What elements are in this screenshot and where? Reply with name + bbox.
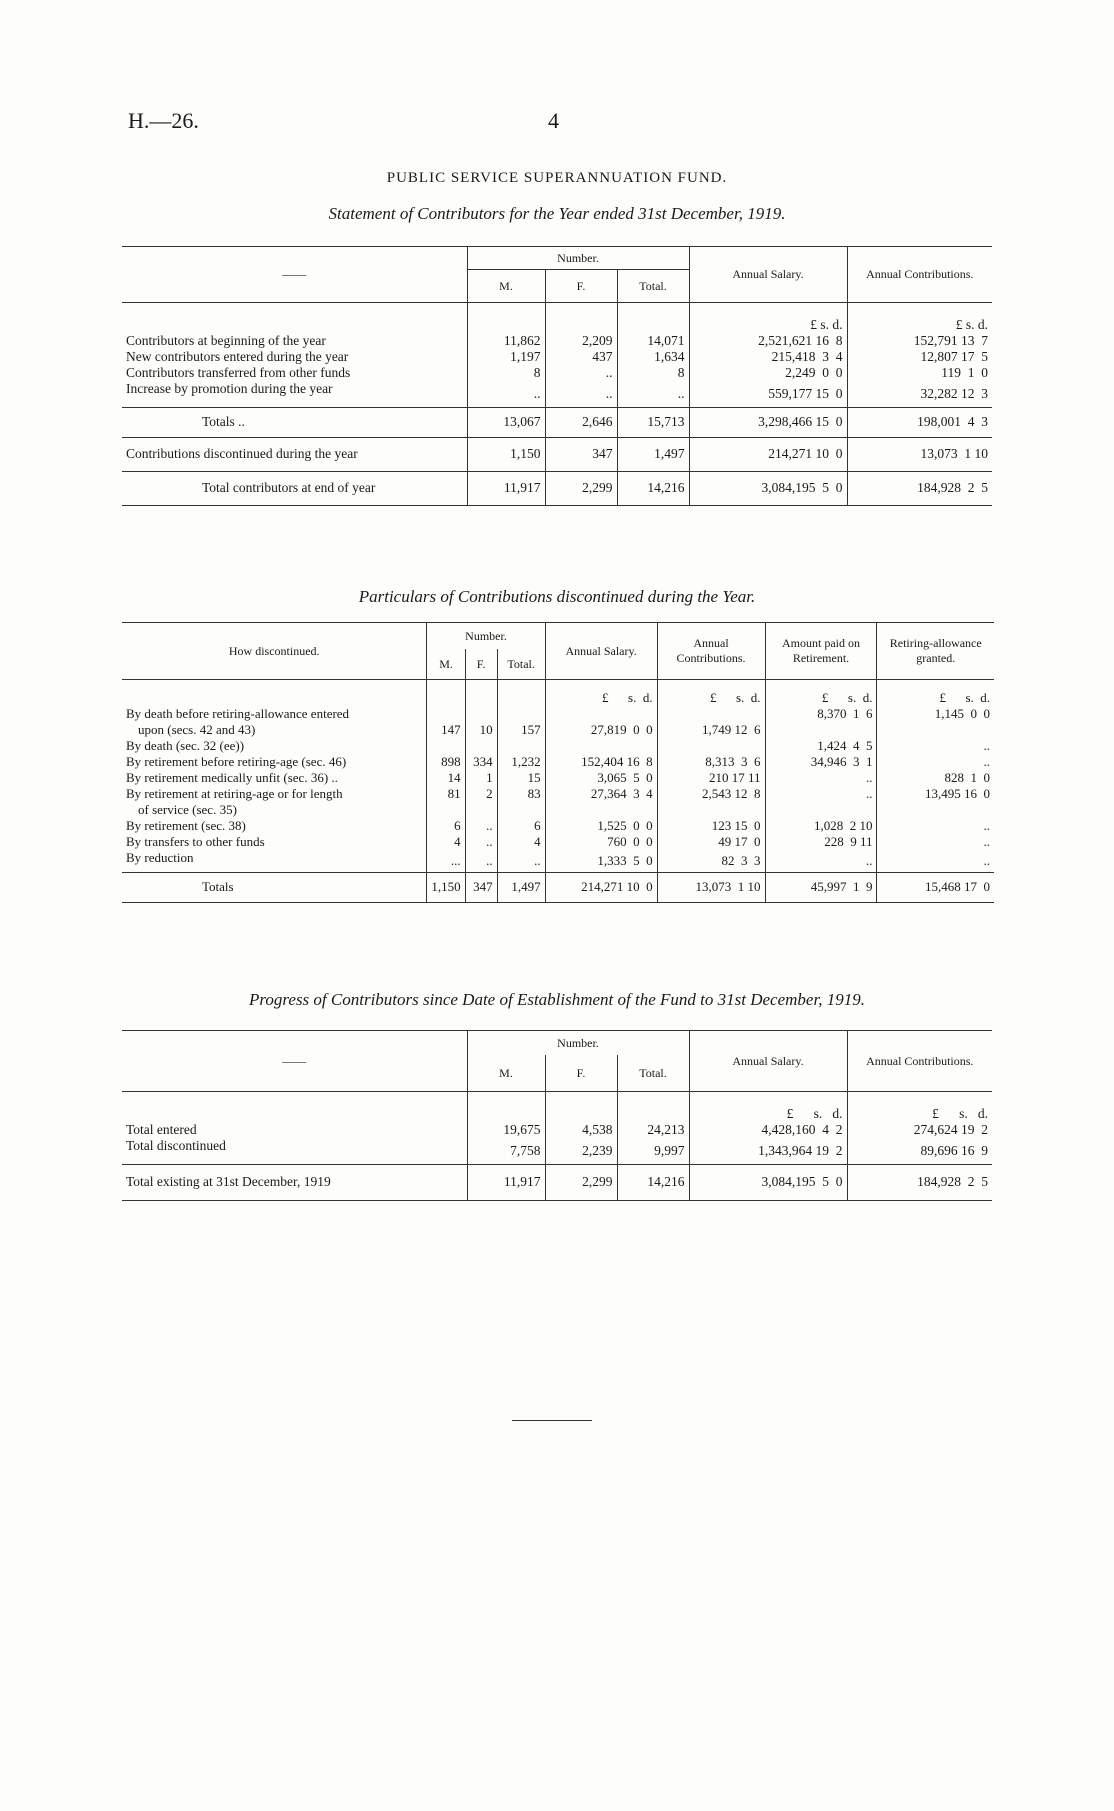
table1-caption: Statement of Contributors for the Year ended 31st December, 1919.: [328, 204, 786, 223]
end-rule: [512, 1420, 592, 1421]
table-row: By retirement at retiring-age or for length 81 2 83 27,364 3 4 2,543 12 8 .. 13,495 16 0: [122, 786, 994, 802]
lsd-heading: £ s. d.: [847, 303, 992, 333]
number-header: Number.: [467, 1031, 689, 1056]
table-row: By retirement medically unfit (sec. 36) .. 14 1 15 3,065 5 0 210 17 11 .. 828 1 0: [122, 770, 994, 786]
salary-header: Annual Salary.: [545, 623, 657, 680]
table-row: Contributors transferred from other funds 8 .. 8 2,249 0 0 119 1 0: [122, 365, 992, 381]
number-header: Number.: [467, 247, 689, 270]
salary-header: Annual Salary.: [689, 1031, 847, 1092]
table3-caption: Progress of Contributors since Date of Establishment of the Fund to 31st December, 1919.: [249, 990, 865, 1009]
allowance-header: Retiring-allowance granted.: [877, 623, 994, 680]
number-header: Number.: [427, 623, 545, 650]
blank-header: ——: [282, 267, 307, 281]
table-row: By reduction ... .. .. 1,333 5 0 82 3 3 .. ..: [122, 850, 994, 873]
document-reference: H.—26.: [128, 108, 199, 133]
lsd-heading: £ s. d.: [689, 303, 847, 333]
table-row: of service (sec. 35): [122, 802, 994, 818]
lsd-heading: £ s. d.: [847, 1092, 992, 1122]
total-header: Total.: [497, 649, 545, 680]
totals-row: Totals 1,150 347 1,497 214,271 10 0 13,073 1 10 45,997 1 9 15,468 17 0: [122, 872, 994, 902]
lsd-heading: £ s. d.: [689, 1092, 847, 1122]
contrib-header: Annual Contributions.: [847, 247, 992, 303]
f-header: F.: [545, 270, 617, 303]
salary-header: Annual Salary.: [689, 247, 847, 303]
table-row: upon (secs. 42 and 43) 147 10 157 27,819 0 0 1,749 12 6: [122, 722, 994, 738]
discontinued-row: Contributions discontinued during the year 1,150 347 1,497 214,271 10 0 13,073 1 10: [122, 437, 992, 471]
lsd-heading: £ s. d.: [545, 680, 657, 706]
lsd-heading: £ s. d.: [877, 680, 994, 706]
discontinued-particulars-table: [122, 622, 994, 903]
m-header: M.: [467, 270, 545, 303]
table-row: Contributors at beginning of the year 11,862 2,209 14,071 2,521,621 16 8 152,791 13 7: [122, 333, 992, 349]
how-header: How discontinued.: [228, 643, 320, 658]
table-row: Total entered 19,675 4,538 24,213 4,428,160 4 2 274,624 19 2: [122, 1122, 992, 1138]
total-header: Total.: [617, 270, 689, 303]
table-row: By retirement (sec. 38) 6 .. 6 1,525 0 0 123 15 0 1,028 2 10 ..: [122, 818, 994, 834]
m-header: M.: [427, 649, 465, 680]
f-header: F.: [545, 1055, 617, 1092]
lsd-heading: £ s. d.: [657, 680, 765, 706]
table-row: Total discontinued 7,758 2,239 9,997 1,343,964 19 2 89,696 16 9: [122, 1138, 992, 1165]
progress-contributors-table: [122, 1030, 992, 1201]
totals-row: Totals .. 13,067 2,646 15,713 3,298,466 15 0 198,001 4 3: [122, 407, 992, 437]
table2-caption: Particulars of Contributions discontinued during the Year.: [358, 587, 756, 606]
table-row: New contributors entered during the year 1,197 437 1,634 215,418 3 4 12,807 17 5: [122, 349, 992, 365]
f-header: F.: [465, 649, 497, 680]
end-of-year-row: Total contributors at end of year 11,917 2,299 14,216 3,084,195 5 0 184,928 2 5: [122, 471, 992, 505]
fund-title: PUBLIC SERVICE SUPERANNUATION FUND.: [386, 170, 728, 186]
page-number: 4: [548, 108, 559, 133]
existing-total-row: Total existing at 31st December, 1919 11,917 2,299 14,216 3,084,195 5 0 184,928 2 5: [122, 1164, 992, 1200]
contrib-header: Annual Contributions.: [657, 623, 765, 680]
blank-header: ——: [282, 1053, 307, 1068]
total-header: Total.: [617, 1055, 689, 1092]
table-row: By transfers to other funds 4 .. 4 760 0 0 49 17 0 228 9 11 ..: [122, 834, 994, 850]
lsd-heading: £ s. d.: [765, 680, 877, 706]
contrib-header: Annual Contributions.: [847, 1031, 992, 1092]
contributors-statement-table: [122, 246, 992, 506]
table-row: By death before retiring-allowance entered 8,370 1 6 1,145 0 0: [122, 706, 994, 722]
m-header: M.: [467, 1055, 545, 1092]
table-row: Increase by promotion during the year .. .. .. 559,177 15 0 32,282 12 3: [122, 381, 992, 408]
table-row: By retirement before retiring-age (sec. 46) 898 334 1,232 152,404 16 8 8,313 3 6 34,946 3 1 ..: [122, 754, 994, 770]
table-row: By death (sec. 32 (ee)) 1,424 4 5 ..: [122, 738, 994, 754]
paid-header: Amount paid on Retirement.: [765, 623, 877, 680]
